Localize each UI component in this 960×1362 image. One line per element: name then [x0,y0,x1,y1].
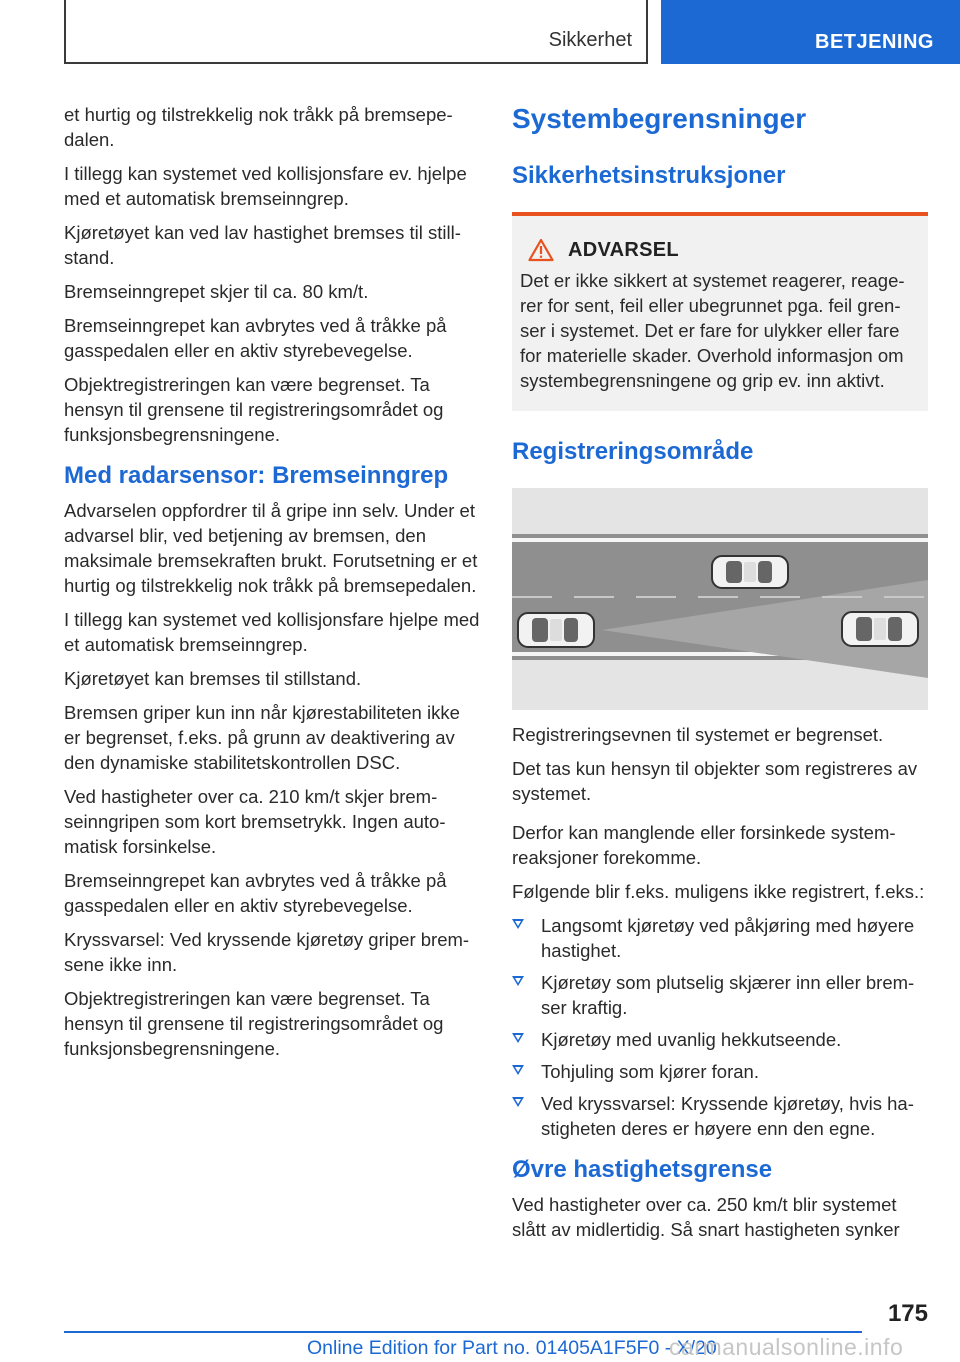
own-vehicle-icon [518,613,594,647]
list-item [512,970,928,1020]
right-column [512,102,928,1251]
paragraph: Advarselen oppfordrer til å gripe inn selv. Under et advarsel blir, ved betjening av bremsen, den maksimale bremsekraften brukt. Forutsetning er et hurtig og tilstrekkelig nok tråkk på bremsepedalen. [64,500,478,596]
watermark: carmanualsonline.info [669,1334,904,1360]
warning-box [512,212,928,411]
paragraph: Følgende blir f.eks. muligens ikke registrert, f.eks.: [512,881,925,902]
section-title: Sikkerhet [548,29,632,51]
chapter-title: BETJENING [815,31,934,53]
footer-divider [64,1331,862,1333]
warning-triangle-icon [528,238,554,262]
paragraph: Bremseinngrepet skjer til ca. 80 km/t. [64,281,369,302]
triangle-bullet-icon [512,1097,524,1107]
paragraph: Det tas kun hensyn til objekter som registreres av systemet. [512,758,918,804]
paragraph: et hurtig og tilstrekkelig nok tråkk på bremsepedalen. [64,104,453,150]
paragraph: Bremseinngrepet kan avbrytes ved å tråkke på gasspedalen eller en aktiv styrebevegelse. [64,315,447,361]
paragraph: Bremsen griper kun inn når kjørestabiliteten ikke er begrenset, f.eks. på grunn av deaktivering av den dynamiske stabilitetskontrollen DSC. [64,702,460,773]
warning-header [528,238,920,262]
list-item-text: Kjøretøy med uvanlig hekkutseende. [541,1029,842,1050]
triangle-bullet-icon [512,919,524,929]
paragraph: I tillegg kan systemet ved kollisjonsfare hjelpe med et automatisk bremseinngrep. [64,609,480,655]
paragraph: Objektregistreringen kan være begrenset. Ta hensyn til grensene til registreringsområdet og funksjonsbegrensningene. [64,374,444,445]
list-item-text: Tohjuling som kjører foran. [541,1061,759,1082]
footer-edition: Online Edition for Part no. 01405A1F5F0 - X/20 [307,1337,717,1359]
heading-upper-speed-limit: Øvre hastighetsgrense [512,1156,773,1183]
road-diagram [512,488,928,710]
header-section-tab [64,0,648,64]
heading-safety-instructions: Sikkerhetsinstruksjoner [512,162,786,189]
triangle-bullet-icon [512,1033,524,1043]
bullet-list [512,913,928,1141]
paragraph: Derfor kan manglende eller forsinkede systemreaksjoner forekomme. [512,822,896,868]
page-number: 175 [887,1300,928,1327]
triangle-bullet-icon [512,1065,524,1075]
paragraph: Ved hastigheter over ca. 210 km/t skjer bremseinngripen som kort bremsetrykk. Ingen automatisk forsinkelse. [64,786,446,857]
list-item [512,1059,928,1084]
paragraph: Objektregistreringen kan være begrenset. Ta hensyn til grensene til registreringsområdet og funksjonsbegrensningene. [64,988,444,1059]
list-item-text: Langsomt kjøretøy ved påkjøring med høyere hastighet. [541,915,915,961]
heading-system-limits: Systembegrensninger [512,103,807,134]
left-column [64,102,480,1070]
paragraph: Kjøretøyet kan ved lav hastighet bremses til stillstand. [64,222,461,268]
list-item-text: Kjøretøy som plutselig skjærer inn eller bremser kraftig. [541,972,915,1018]
detection-area-illustration [512,488,928,710]
triangle-bullet-icon [512,976,524,986]
warning-text: Det er ikke sikkert at systemet reagerer, reagerer for sent, feil eller ubegrunnet pga. feil grenser i systemet. Det er fare for ulykker eller fare for materielle skader. Overhold informasjon om systembegrensningene og grip ev. inn aktivt. [520,270,905,391]
heading-detection-area: Registreringsområde [512,438,754,465]
paragraph: I tillegg kan systemet ved kollisjonsfare ev. hjelpe med et automatisk bremseinngrep. [64,163,467,209]
paragraph: Ved hastigheter over ca. 250 km/t blir systemet slått av midlertidig. Så snart hastigheten synker [512,1194,900,1240]
paragraph: Bremseinngrepet kan avbrytes ved å tråkke på gasspedalen eller en aktiv styrebevegelse. [64,870,447,916]
heading-radar-brake: Med radarsensor: Bremseinngrep [64,462,449,489]
list-item [512,1027,928,1052]
warning-title: ADVARSEL [568,238,679,261]
list-item [512,1091,928,1141]
vehicle-ahead-icon [842,612,918,646]
list-item-text: Ved kryssvarsel: Kryssende kjøretøy, hvis hastigheten deres er høyere enn den egne. [541,1093,914,1139]
vehicle-ahead-adjacent-icon [712,556,788,588]
paragraph: Kjøretøyet kan bremses til stillstand. [64,668,362,689]
paragraph: Kryssvarsel: Ved kryssende kjøretøy griper bremsene ikke inn. [64,929,470,975]
list-item [512,913,928,963]
paragraph: Registreringsevnen til systemet er begrenset. [512,724,884,745]
header-chapter-tab [661,0,960,64]
